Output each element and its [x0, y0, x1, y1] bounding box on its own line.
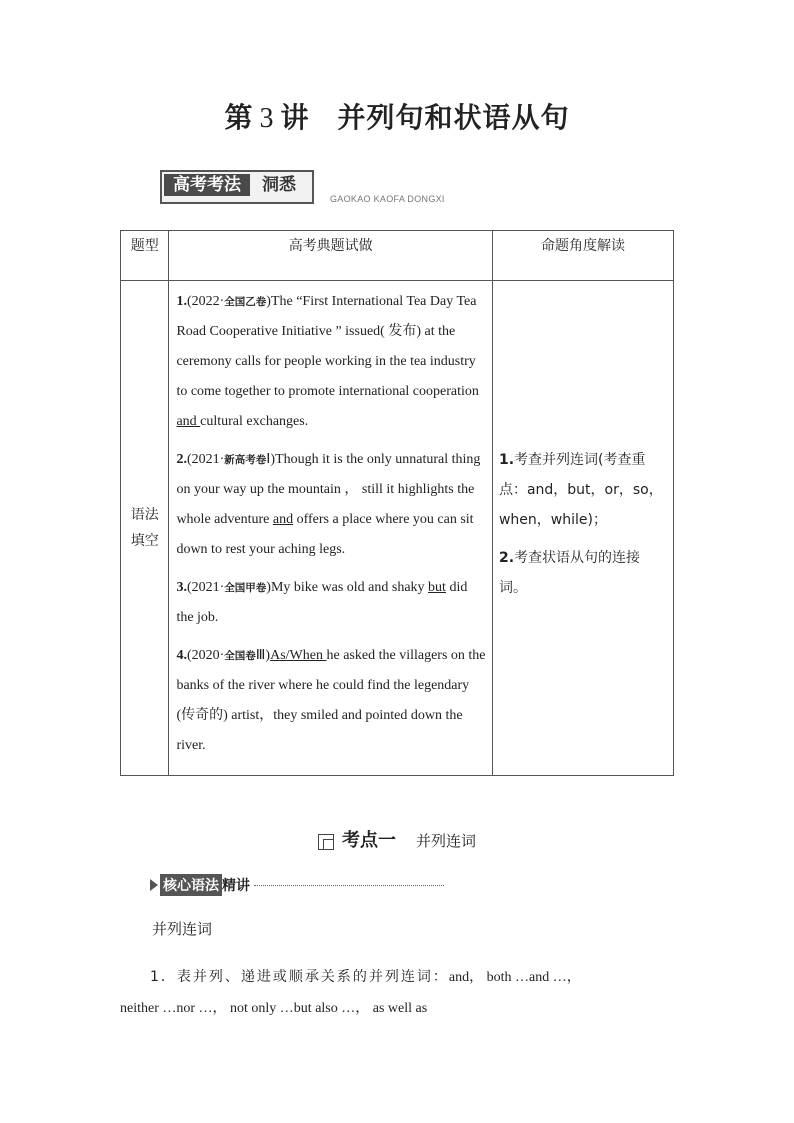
item-source: 全国卷 [224, 650, 256, 662]
banner-pinyin: GAOKAO KAOFA DONGXI [330, 194, 445, 204]
title-prefix: 第 [224, 101, 254, 134]
body-paragraph [120, 962, 680, 1024]
paragraph-text: and， both …and …， [448, 970, 581, 985]
item-number: 2. [176, 452, 187, 467]
exam-item-2 [176, 445, 486, 565]
item-source: 新高考卷 [224, 454, 267, 466]
header-notes: 命题角度解读 [492, 231, 673, 281]
banner-label-dark: 高考考法 [164, 174, 250, 196]
dotted-divider [254, 885, 444, 886]
item-close: ) [266, 580, 271, 595]
item-text: Though it is the only unnatural thing on your way up the mountain ， still it highlights the whole adventure [176, 452, 481, 527]
title-lecture-number: 3 [259, 103, 275, 134]
item-dot: · [219, 648, 225, 663]
item-answer: As/When [270, 648, 327, 663]
item-answer: but [428, 580, 446, 595]
header-items: 高考典题试做 [169, 231, 493, 281]
hexin-tail: 精讲 [222, 878, 250, 894]
exam-item-4 [176, 641, 486, 761]
item-year: (2021 [186, 580, 220, 595]
exam-item-3 [176, 573, 486, 633]
table-header-row [121, 231, 674, 281]
item-dot: · [219, 452, 225, 467]
exam-items [169, 281, 493, 776]
item-text-after: offers a place where you can sit down to rest your aching legs. [176, 512, 474, 557]
item-year: (2020 [186, 648, 220, 663]
section-title: 并列连词 [152, 920, 213, 938]
header-type: 题型 [121, 231, 169, 281]
paragraph-lead: 1．表并列、递进或顺承关系的并列连词： [150, 969, 449, 985]
square-icon [318, 834, 334, 850]
item-text: My bike was old and shaky [270, 580, 429, 595]
item-answer: and [272, 512, 294, 527]
note-text: 考查状语从句的连接词。 [498, 550, 641, 596]
item-number: 1. [176, 294, 187, 309]
question-type-label: 语法填空 [130, 507, 159, 549]
triangle-icon [150, 879, 158, 891]
item-number: 4. [176, 648, 187, 663]
note-number: 1. [498, 452, 515, 468]
kaodian-topic: 并列连词 [415, 832, 476, 850]
question-type [121, 281, 169, 776]
item-dot: · [219, 580, 225, 595]
note-1 [499, 445, 667, 535]
item-text: The “First International Tea Day Tea Road Cooperative Initiative ” issued( 发布) at the ceremony calls for people working in the tea industry to come together to promote international cooperation [176, 294, 479, 399]
paragraph-text-line2: neither …nor …， not only …but also …， as well as [120, 1001, 428, 1016]
item-close: ) [266, 294, 271, 309]
title-suffix: 讲 [280, 101, 310, 134]
item-source: 全国乙卷 [224, 296, 267, 308]
hexin-heading [150, 874, 444, 896]
item-close: Ⅰ) [266, 452, 276, 467]
exam-table [120, 230, 674, 776]
note-text: 考查并列连词(考查重点：and，but，or，so，when，while)； [498, 452, 663, 528]
kaodian-heading [0, 826, 794, 852]
item-source: 全国甲卷 [224, 582, 267, 594]
note-2 [499, 543, 667, 603]
item-text-after: he asked the villagers on the banks of the river where he could find the legendary (传奇的) artist，they smiled and pointed down the river. [176, 648, 486, 753]
item-close: Ⅲ) [255, 648, 271, 663]
item-year: (2022 [186, 294, 220, 309]
hexin-box: 核心语法 [160, 874, 222, 896]
item-dot: · [219, 294, 225, 309]
item-text-after: cultural exchanges. [200, 414, 309, 429]
banner-label-light: 洞悉 [262, 175, 296, 195]
item-year: (2021 [186, 452, 220, 467]
title-topic: 并列句和状语从句 [337, 101, 570, 134]
table-row [121, 281, 674, 776]
page-title [0, 96, 794, 136]
exam-item-1 [176, 287, 486, 437]
item-number: 3. [176, 580, 187, 595]
analysis-notes [492, 281, 673, 776]
note-number: 2. [498, 550, 515, 566]
kaodian-label: 考点一 [341, 830, 396, 851]
item-text-after: did the job. [176, 580, 468, 625]
item-answer: and [176, 414, 201, 429]
